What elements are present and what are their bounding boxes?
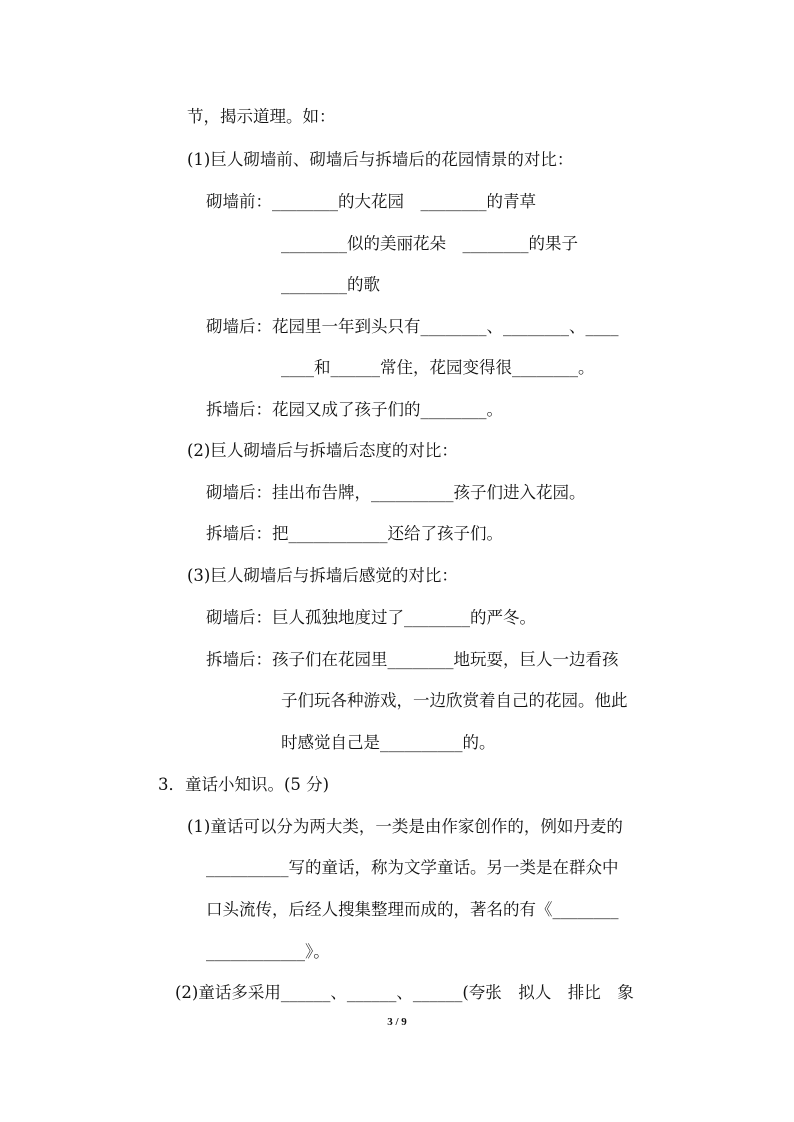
line-19: __________写的童话，称为文学童话。另一类是在群众中 (206, 858, 619, 877)
line-16: 时感觉自己是__________的。 (281, 733, 496, 752)
line-12: (3)巨人砌墙后与拆墙后感觉的对比： (187, 566, 458, 585)
page-number: 3 / 9 (387, 1016, 407, 1028)
line-14: 拆墙后：孩子们在花园里________地玩耍，巨人一边看孩 (206, 650, 619, 669)
line-13: 砌墙后：巨人孤独地度过了________的严冬。 (206, 608, 536, 627)
line-21: ____________》。 (206, 942, 330, 961)
line-8: 拆墙后：花园又成了孩子们的________。 (206, 400, 503, 419)
line-9: (2)巨人砌墙后与拆墙后态度的对比： (187, 441, 458, 460)
line-7: ____和______常住，花园变得很________。 (281, 358, 595, 377)
line-18: (1)童话可以分为两大类，一类是由作家创作的，例如丹麦的 (187, 817, 623, 836)
line-1: 节，揭示道理。如： (187, 107, 336, 126)
line-4: ________似的美丽花朵 ________的果子 (281, 234, 578, 253)
line-15: 子们玩各种游戏，一边欣赏着自己的花园。他此 (281, 691, 628, 710)
line-11: 拆墙后：把____________还给了孩子们。 (206, 524, 503, 543)
line-17: 3．童话小知识。(5 分) (158, 775, 330, 794)
line-5: ________的歌 (281, 275, 380, 294)
line-20: 口头流传，后经人搜集整理而成的，著名的有《________ (206, 900, 619, 919)
line-6: 砌墙后：花园里一年到头只有________、________、____ (206, 317, 619, 336)
line-3: 砌墙前：________的大花园 ________的青草 (206, 192, 536, 211)
line-2: (1)巨人砌墙前、砌墙后与拆墙后的花园情景的对比： (187, 150, 574, 169)
line-22: (2)童话多采用______、______、______(夸张 拟人 排比 象 (175, 983, 634, 1002)
line-10: 砌墙后：挂出布告牌，__________孩子们进入花园。 (206, 483, 586, 502)
